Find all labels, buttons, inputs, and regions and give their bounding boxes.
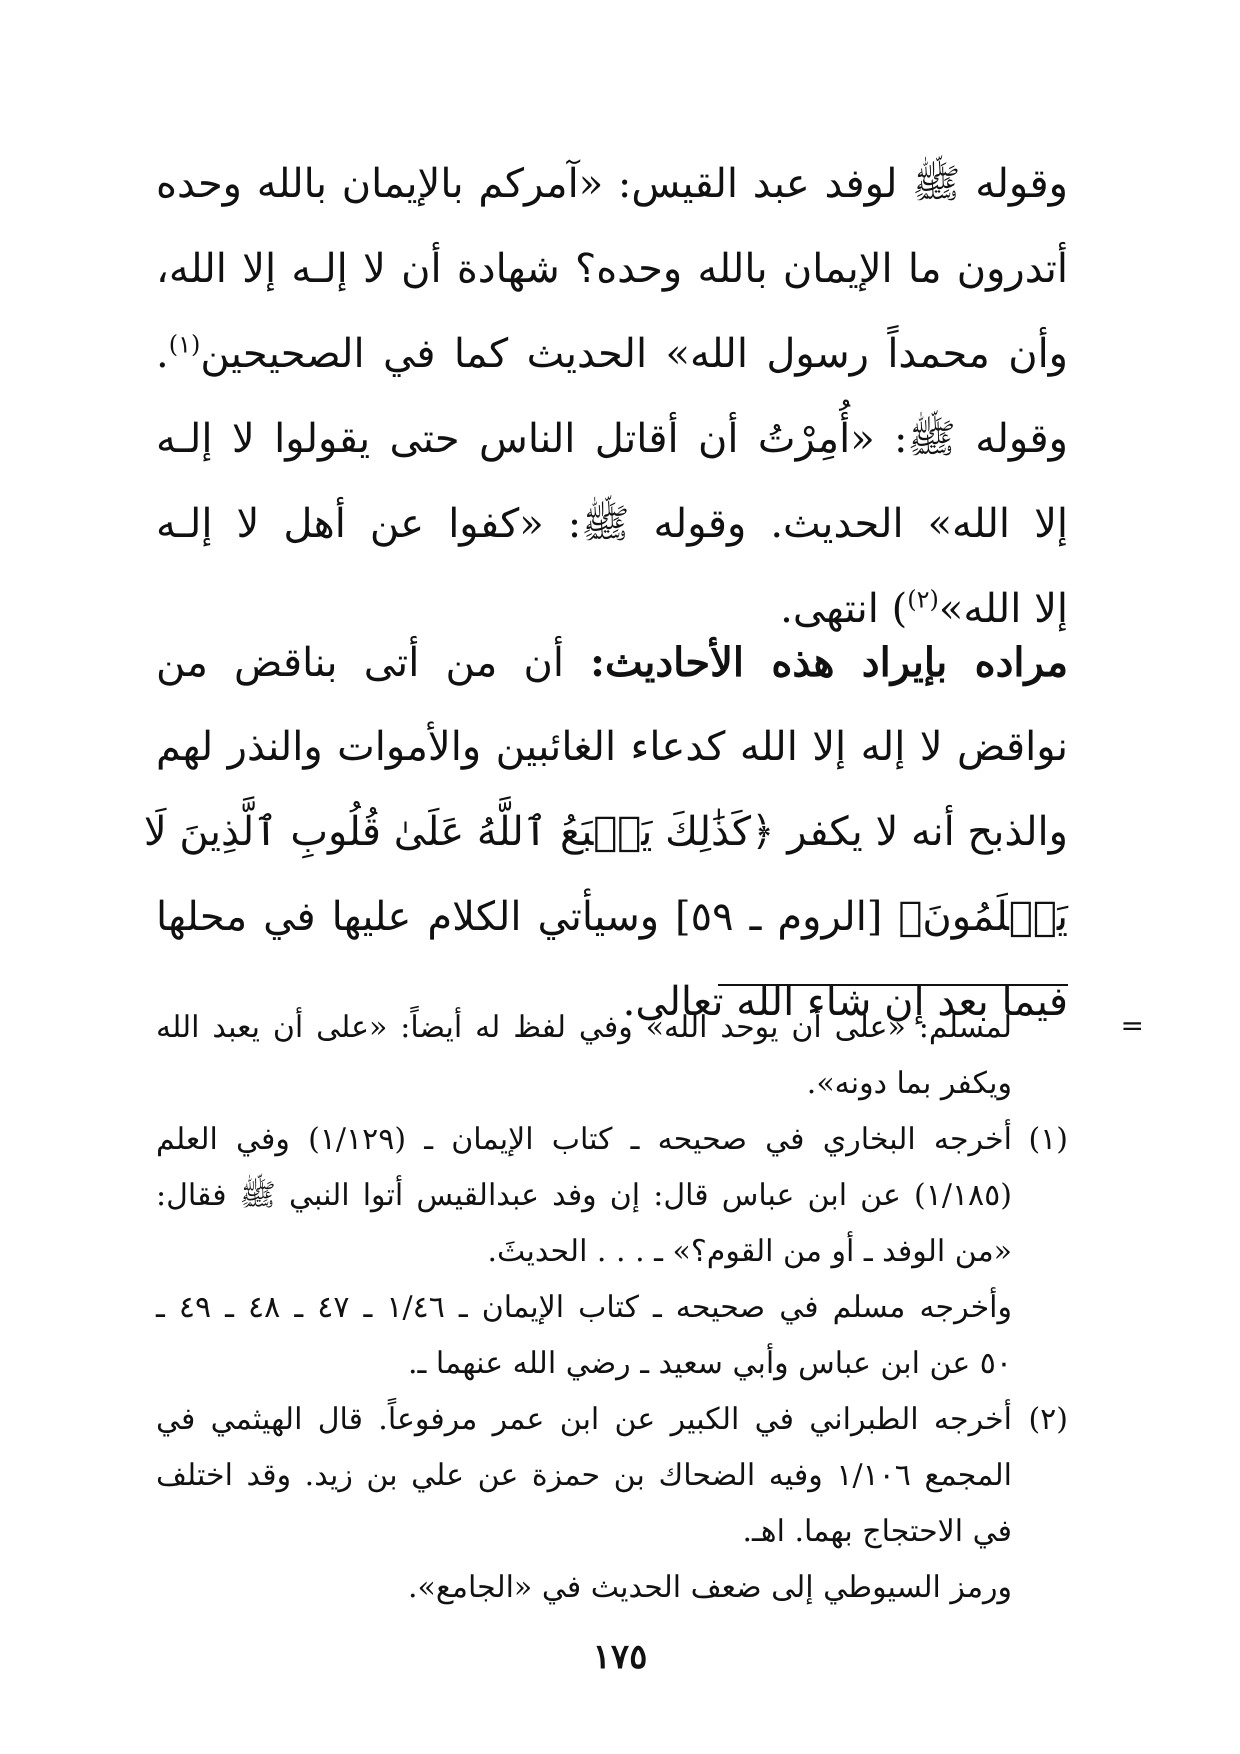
text-line-content: وأن محمداً رسول الله» الحديث كما في الصحيحين	[200, 331, 1068, 377]
text-line-content: أن من أتى بناقض من	[156, 640, 564, 686]
footnote-line: «من الوفد ـ أو من القوم؟» ـ . . . الحديثَ.	[487, 1234, 1012, 1269]
text-line: وقوله ﷺ لوفد عبد القيس: «آمركم بالإيمان بالله وحده	[156, 161, 1068, 207]
footnote-2	[156, 1392, 1068, 1616]
footnotes-section	[156, 1000, 1068, 1616]
footnote-ref-1[interactable]: (١)	[168, 330, 201, 359]
text-line-content: إلا الله»	[938, 586, 1068, 632]
footnote-body	[156, 1112, 1012, 1392]
paragraph-commentary	[143, 620, 1068, 1045]
text-line: إلا الله» الحديث. وقوله ﷺ: «كفوا عن أهل لا إلـه	[156, 501, 1068, 547]
footnote-line: وأخرجه مسلم في صحيحه ـ كتاب الإيمان ـ ١/٤٦ ـ ٤٧ ـ ٤٨ ـ ٤٩ ـ	[156, 1290, 1012, 1325]
footnote-line: ويكفر بما دونه».	[806, 1066, 1012, 1101]
text-line: يَعۡلَمُونَ﴾ [الروم ـ ٥٩] وسيأتي الكلام عليها في محلها	[156, 894, 1068, 940]
text-line: نواقض لا إله إلا الله كدعاء الغائبين والأموات والنذر لهم	[156, 724, 1068, 770]
text-line-end: .	[156, 331, 169, 377]
page-number: ١٧٥	[592, 1637, 648, 1677]
paragraph-hadith-quotes	[156, 142, 1068, 652]
text-line: أتدرون ما الإيمان بالله وحده؟ شهادة أن لا إلـه إلا الله،	[156, 246, 1068, 292]
footnote-line: المجمع ١/١٠٦ وفيه الضحاك بن حمزة عن علي بن زيد. وقد اختلف	[156, 1458, 1012, 1493]
footnote-number: (١)	[1028, 1122, 1068, 1157]
text-line	[156, 620, 1068, 705]
text-line: وقوله ﷺ: «أُمِرْتُ أن أقاتل الناس حتى يقولوا لا إلـه	[156, 416, 1068, 462]
paragraph-lead: مراده بإيراد هذه الأحاديث:	[590, 639, 1068, 686]
footnote-number: (٢)	[1028, 1402, 1068, 1437]
footnote-ref-2[interactable]: (٢)	[907, 585, 939, 614]
text-line: والذبح أنه لا يكفر ﴿كَذَٰلِكَ يَطۡبَعُ ٱللَّهُ عَلَىٰ قُلُوبِ ٱلَّذِينَ لَا	[143, 809, 1068, 855]
footnote-continuation-mark: =	[1120, 1009, 1144, 1042]
footnote-line: أخرجه الطبراني في الكبير عن ابن عمر مرفوعاً. قال الهيثمي في	[156, 1402, 1012, 1437]
footnote-separator	[718, 984, 1068, 986]
footnote-1	[156, 1112, 1068, 1392]
footnote-line: في الاحتجاج بهما. اهـ.	[742, 1514, 1012, 1549]
footnote-line: أخرجه البخاري في صحيحه ـ كتاب الإيمان ـ (١/١٢٩) وفي العلم	[156, 1122, 1012, 1157]
footnote-line: (١/١٨٥) عن ابن عباس قال: إن وفد عبدالقيس أتوا النبي ﷺ فقال:	[156, 1178, 1012, 1213]
footnote-continuation	[156, 1000, 1068, 1112]
footnote-line: ورمز السيوطي إلى ضعف الحديث في «الجامع».	[408, 1570, 1012, 1605]
footnote-line: ٥٠ عن ابن عباس وأبي سعيد ـ رضي الله عنهما ـ.	[408, 1346, 1012, 1381]
footnote-line: لمسلم: «على أن يوحد الله» وفي لفظ له أيضاً: «على أن يعبد الله	[156, 1010, 1012, 1045]
footnote-body	[156, 1392, 1012, 1616]
text-line	[156, 312, 1068, 397]
text-line-end: ) انتهى.	[780, 586, 908, 632]
text-line: فيما بعد إن شاء الله تعالى.	[622, 979, 1068, 1025]
